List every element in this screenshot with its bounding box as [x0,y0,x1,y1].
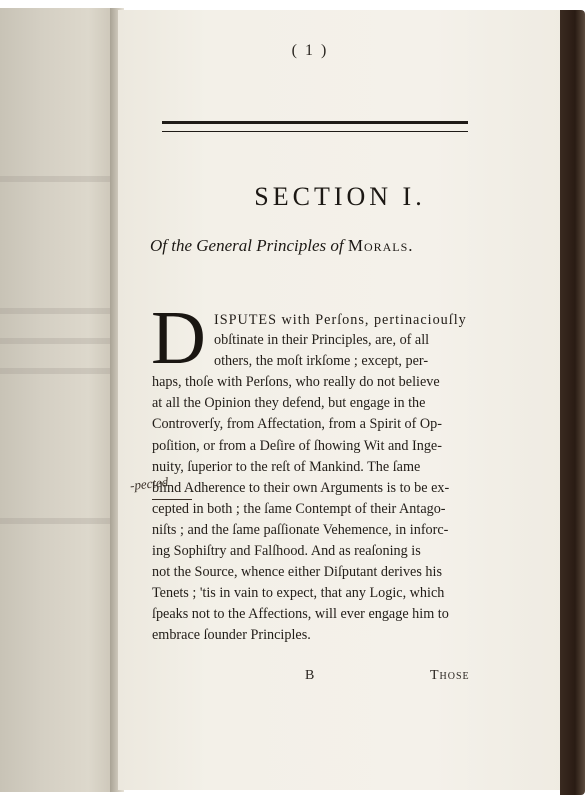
subtitle-caps: Morals. [347,236,414,255]
body-line: nuity, ſuperior to the reſt of Mankind. The ſame [152,459,421,475]
body-line: others, the moſt irkſome ; except, per- [214,353,429,369]
body-line: Tenets ; 'tis in vain to expect, that any Logic, which [152,585,445,601]
bleed-through-line [0,338,110,344]
strikethrough-mark [152,499,192,500]
body-line: ISPUTES with Perſons, pertinaciouſly [214,312,467,328]
body-line: poſition, or from a Deſire of ſhowing Wit and Inge- [152,438,442,454]
handwritten-margin-annotation: -pected [129,474,169,493]
body-line: at all the Opinion they defend, but engage in the [152,395,426,411]
section-subtitle [150,236,550,256]
section-title: SECTION I. [254,182,426,211]
body-line: embrace ſounder Principles. [152,627,311,643]
body-line: ing Sophiſtry and Falſhood. And as reaſoning is [152,543,421,559]
drop-cap: D [151,296,206,380]
body-line: not the Source, whence either Diſputant derives his [152,564,442,580]
bleed-through-line [0,308,110,314]
bleed-through-line [0,518,110,524]
body-line: Controverſy, from Affectation, from a Spirit of Op- [152,416,442,432]
double-rule-thick [162,121,468,124]
double-rule-thin [162,131,468,132]
body-line: obſtinate in their Principles, are, of all [214,332,430,348]
subtitle-italic: Of the General Principles of [150,236,344,255]
bleed-through-line [0,368,110,374]
bleed-through-line [0,176,110,182]
body-line: haps, thoſe with Perſons, who really do not believe [152,374,440,390]
body-line: niſts ; and the ſame paſſionate Vehemence, in inforc- [152,522,449,538]
body-line: blind Adherence to their own Arguments is to be ex- [152,480,450,496]
signature-mark: B [305,668,315,683]
page-number: ( 1 ) [291,42,329,59]
book-cover-edge [560,10,585,795]
left-page [0,8,118,792]
body-line: cepted in both ; the ſame Contempt of their Antago- [152,501,446,517]
catchword: Those [430,668,470,683]
body-line: ſpeaks not to the Affections, will ever engage him to [152,606,449,622]
